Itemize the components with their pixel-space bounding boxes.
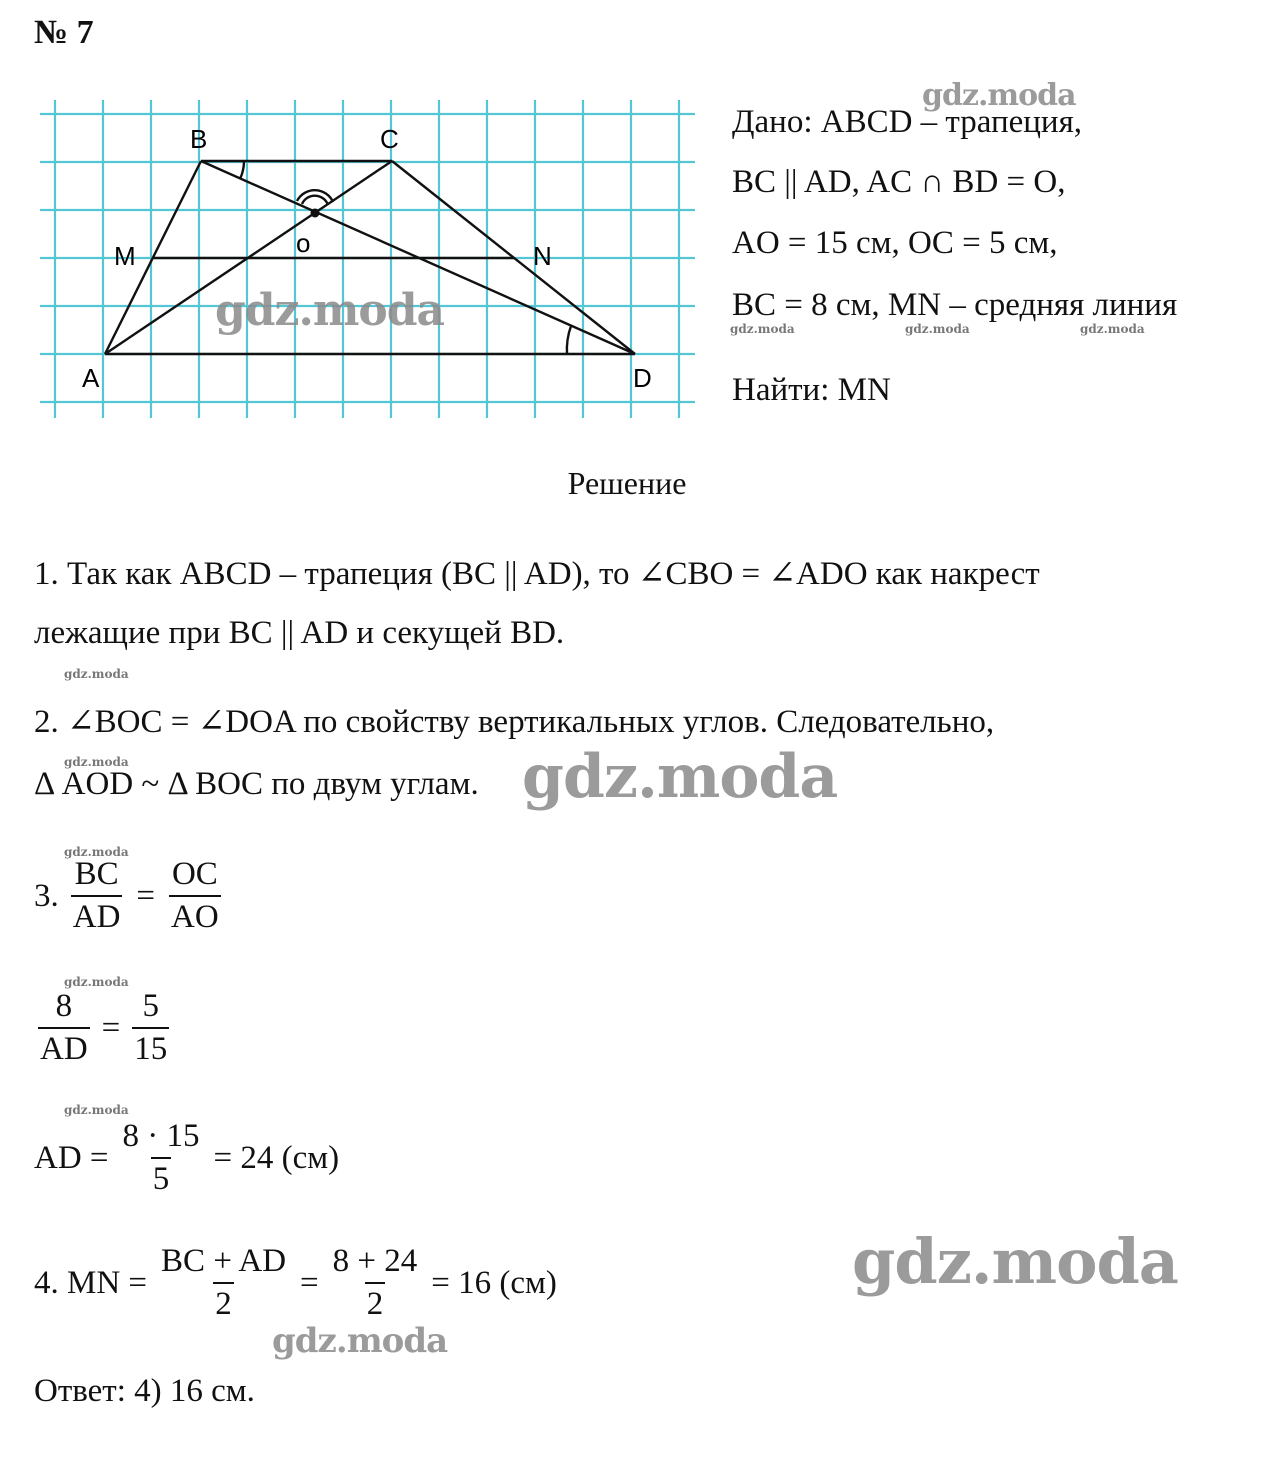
proportion-equation: [38, 988, 169, 1068]
find-line: Найти: MN: [732, 372, 891, 408]
numerator: BC + AD: [161, 1243, 287, 1279]
numerator: 8: [55, 988, 73, 1024]
step1-line1: 1. Так как ABCD – трапеция (BC || AD), то ∠CBO = ∠ADO как накрест: [34, 556, 1040, 592]
step1-line2: лежащие при BC || AD и секущей BD.: [34, 615, 565, 651]
denominator: 2: [365, 1282, 386, 1323]
watermark: gdz.moda: [905, 322, 970, 336]
label-d: D: [633, 363, 652, 393]
denominator: 5: [151, 1157, 172, 1198]
point-o: [311, 209, 320, 218]
watermark: gdz.moda: [64, 975, 129, 989]
watermark: gdz.moda: [1080, 322, 1145, 336]
angle-mark-b: [240, 161, 244, 179]
watermark: gdz.moda: [64, 667, 129, 681]
step3-equation: [34, 856, 221, 936]
equals-sign: =: [300, 1264, 319, 1301]
denominator: AD: [71, 895, 123, 936]
problem-number: № 7: [34, 14, 94, 51]
step3-label: 3.: [34, 877, 59, 914]
fraction-midline-formula: [159, 1243, 288, 1323]
mn-result: = 16 (см): [431, 1264, 557, 1301]
given-line-1: Дано: ABCD – трапеция,: [732, 104, 1083, 140]
watermark: gdz.moda: [64, 845, 129, 859]
given-line-3: AO = 15 см, OC = 5 см,: [732, 225, 1058, 261]
label-a: A: [82, 363, 100, 393]
mn-left: 4. MN =: [34, 1264, 148, 1301]
numerator: 8 · 15: [122, 1118, 200, 1154]
given-line-2: BC || AD, AC ∩ BD = O,: [732, 164, 1066, 200]
equals-sign: =: [136, 877, 156, 914]
answer-line: Ответ: 4) 16 см.: [34, 1373, 255, 1409]
numerator: 8 + 24: [332, 1243, 418, 1279]
label-m: M: [114, 241, 136, 271]
step2-line1: 2. ∠BOC = ∠DOA по свойству вертикальных углов. Следовательно,: [34, 704, 995, 740]
ad-calculation: [34, 1118, 339, 1198]
ad-left: AD =: [34, 1139, 109, 1176]
watermark: gdz.moda: [272, 1321, 448, 1361]
denominator: 2: [213, 1282, 234, 1323]
fraction-ad: [121, 1118, 202, 1198]
fraction-midline-values: [331, 1243, 420, 1323]
equals-sign: =: [101, 1009, 121, 1046]
watermark: gdz.moda: [852, 1225, 1178, 1298]
watermark: gdz.moda: [522, 742, 838, 812]
denominator: AO: [169, 895, 221, 936]
numerator: BC: [74, 856, 119, 892]
step2-line2: Δ AOD ~ Δ BOC по двум углам.: [34, 766, 479, 802]
given-line-4: BC = 8 см, MN – средняя линия: [732, 287, 1178, 323]
denominator: AD: [38, 1027, 90, 1068]
step4-equation: [34, 1243, 557, 1323]
watermark: gdz.moda: [922, 78, 1076, 113]
watermark: gdz.moda: [215, 285, 445, 336]
denominator: 15: [132, 1027, 169, 1068]
trapezoid-diagram: [30, 95, 700, 425]
numerator: OC: [171, 856, 218, 892]
angle-mark-d: [567, 326, 571, 354]
label-c: C: [380, 124, 399, 154]
label-n: N: [533, 241, 552, 271]
fraction-5-15: [132, 988, 169, 1068]
solution-heading: Решение: [567, 465, 687, 501]
watermark: gdz.moda: [64, 1103, 129, 1117]
watermark: gdz.moda: [730, 322, 795, 336]
watermark: gdz.moda: [64, 755, 129, 769]
label-b: B: [190, 124, 208, 154]
numerator: 5: [142, 988, 160, 1024]
fraction-bc-ad: [71, 856, 123, 936]
angle-mark-o1: [302, 196, 328, 205]
fraction-oc-ao: [169, 856, 221, 936]
ad-result: = 24 (см): [213, 1139, 340, 1176]
fraction-8-ad: [38, 988, 90, 1068]
label-o: o: [296, 228, 311, 258]
